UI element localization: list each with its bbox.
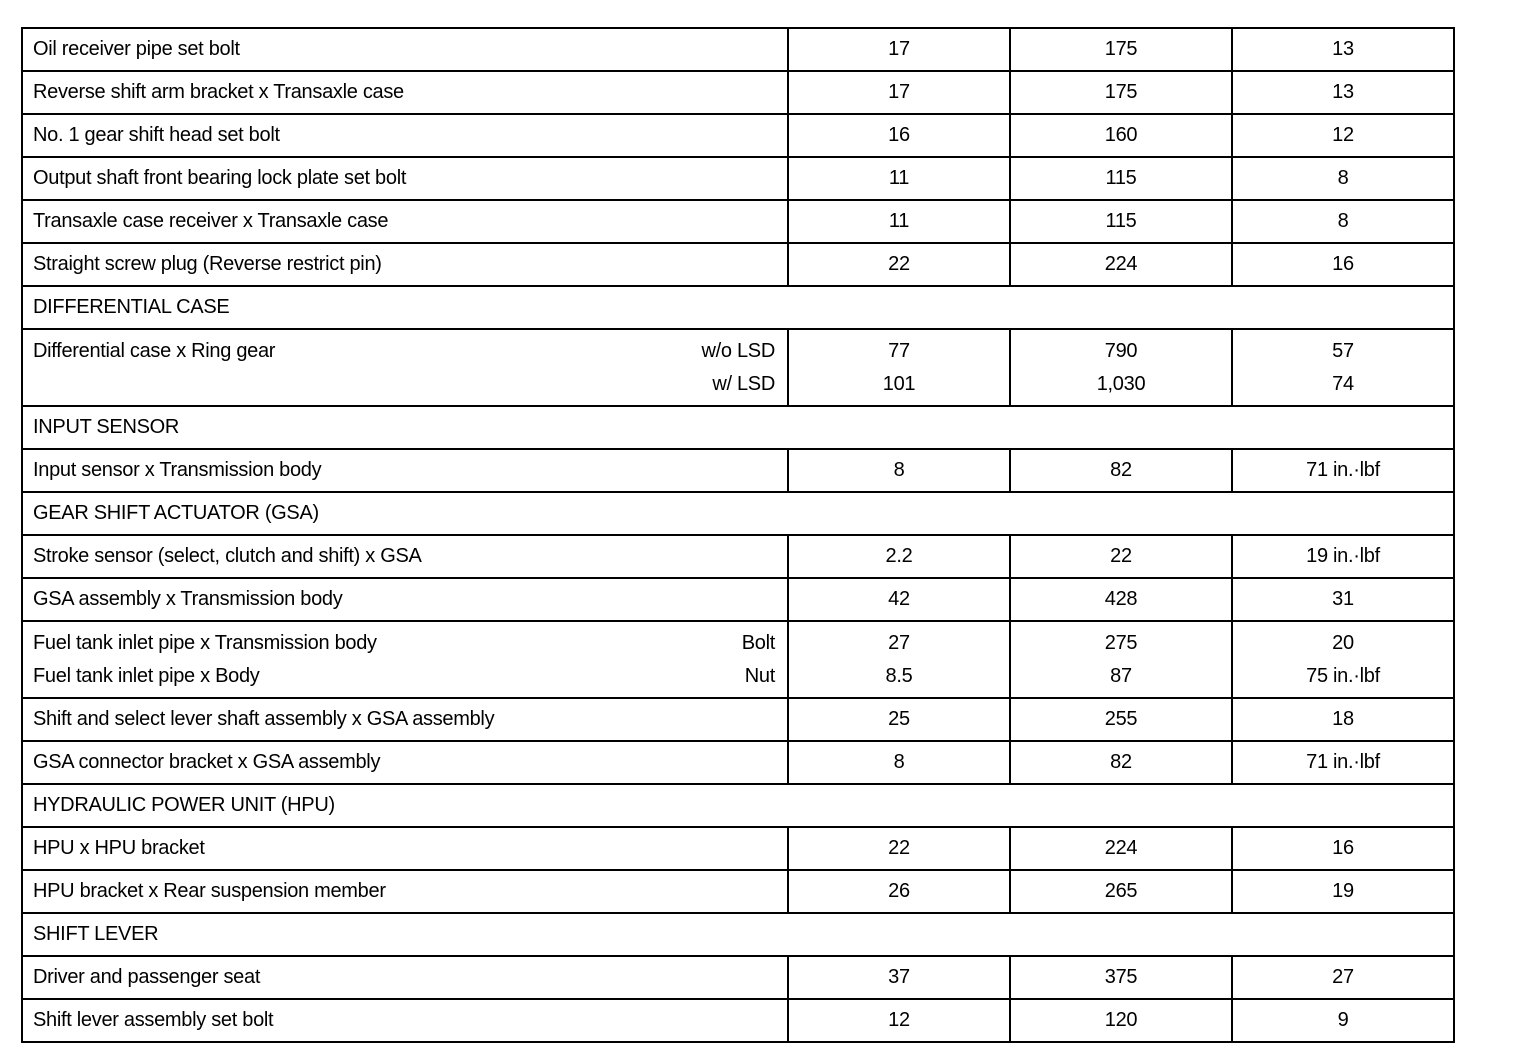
value-cell-2: 175 (1010, 71, 1232, 114)
value-line: 790 (1104, 339, 1138, 362)
table-row (22, 621, 1454, 698)
table-row (22, 200, 1454, 243)
value-cell-3: 31 (1232, 578, 1454, 621)
value-cell-3 (1232, 621, 1454, 698)
table-row (22, 827, 1454, 870)
part-name-cell: Oil receiver pipe set bolt (22, 28, 788, 71)
value-line: 275 (1104, 631, 1138, 654)
part-qualifier: Bolt (741, 631, 775, 654)
value-line: 1,030 (1096, 372, 1146, 395)
value-cell-3: 13 (1232, 71, 1454, 114)
part-name-cell: Stroke sensor (select, clutch and shift) x GSA (22, 535, 788, 578)
value-line: 101 (882, 372, 916, 395)
part-name: Fuel tank inlet pipe x Transmission body (33, 631, 377, 654)
value-cell-1: 11 (788, 200, 1010, 243)
value-cell-2: 82 (1010, 449, 1232, 492)
value-cell-1: 22 (788, 827, 1010, 870)
part-name-line (33, 660, 777, 693)
torque-spec-table (21, 27, 1455, 1043)
part-qualifier: w/ LSD (712, 372, 775, 395)
value-cell-3: 19 (1232, 870, 1454, 913)
value-cell-1 (788, 329, 1010, 406)
value-cell-2: 224 (1010, 243, 1232, 286)
part-name-cell: HPU x HPU bracket (22, 827, 788, 870)
value-cell-2: 255 (1010, 698, 1232, 741)
table-row (22, 71, 1454, 114)
part-name-cell (22, 621, 788, 698)
value-cell-1: 17 (788, 28, 1010, 71)
value-cell-3: 19 in.·lbf (1232, 535, 1454, 578)
part-name: Differential case x Ring gear (33, 339, 276, 362)
part-name-line (33, 335, 777, 368)
part-name-cell: Straight screw plug (Reverse restrict pin) (22, 243, 788, 286)
value-line: 27 (888, 631, 910, 654)
table-row (22, 578, 1454, 621)
part-name-line (33, 368, 777, 401)
value-cell-1: 16 (788, 114, 1010, 157)
torque-spec-body (22, 28, 1454, 1042)
value-cell-1: 25 (788, 698, 1010, 741)
section-row (22, 784, 1454, 827)
section-heading: INPUT SENSOR (22, 406, 1454, 449)
section-row (22, 913, 1454, 956)
table-row (22, 698, 1454, 741)
table-row (22, 956, 1454, 999)
value-cell-2: 22 (1010, 535, 1232, 578)
table-row (22, 329, 1454, 406)
section-heading: GEAR SHIFT ACTUATOR (GSA) (22, 492, 1454, 535)
part-name-cell: HPU bracket x Rear suspension member (22, 870, 788, 913)
table-row (22, 243, 1454, 286)
value-cell-3: 12 (1232, 114, 1454, 157)
value-line: 20 (1332, 631, 1354, 654)
value-cell-1: 17 (788, 71, 1010, 114)
table-row (22, 535, 1454, 578)
part-name-cell: No. 1 gear shift head set bolt (22, 114, 788, 157)
table-row (22, 870, 1454, 913)
value-cell-2: 160 (1010, 114, 1232, 157)
value-cell-3: 16 (1232, 243, 1454, 286)
part-name: Fuel tank inlet pipe x Body (33, 664, 260, 687)
table-row (22, 741, 1454, 784)
value-cell-1: 11 (788, 157, 1010, 200)
part-name-cell (22, 329, 788, 406)
part-qualifier: Nut (744, 664, 775, 687)
part-qualifier: w/o LSD (701, 339, 775, 362)
part-name-cell: Reverse shift arm bracket x Transaxle case (22, 71, 788, 114)
part-name (33, 373, 38, 395)
table-row (22, 28, 1454, 71)
value-cell-1: 8 (788, 741, 1010, 784)
value-cell-2: 224 (1010, 827, 1232, 870)
part-name-cell: GSA assembly x Transmission body (22, 578, 788, 621)
table-row (22, 449, 1454, 492)
value-cell-2: 265 (1010, 870, 1232, 913)
value-cell-2: 82 (1010, 741, 1232, 784)
value-cell-1: 22 (788, 243, 1010, 286)
value-cell-2: 428 (1010, 578, 1232, 621)
part-name-cell: Transaxle case receiver x Transaxle case (22, 200, 788, 243)
value-cell-3: 8 (1232, 157, 1454, 200)
value-cell-1: 26 (788, 870, 1010, 913)
value-cell-2: 115 (1010, 157, 1232, 200)
value-cell-3: 27 (1232, 956, 1454, 999)
section-row (22, 406, 1454, 449)
table-row (22, 999, 1454, 1042)
part-name-cell: GSA connector bracket x GSA assembly (22, 741, 788, 784)
part-name-cell: Driver and passenger seat (22, 956, 788, 999)
value-cell-2 (1010, 621, 1232, 698)
value-cell-1: 8 (788, 449, 1010, 492)
value-cell-2: 120 (1010, 999, 1232, 1042)
value-cell-3: 8 (1232, 200, 1454, 243)
table-row (22, 157, 1454, 200)
value-cell-3: 13 (1232, 28, 1454, 71)
value-line: 57 (1332, 339, 1354, 362)
value-line: 74 (1332, 372, 1354, 395)
value-cell-3: 9 (1232, 999, 1454, 1042)
section-row (22, 286, 1454, 329)
part-name-cell: Shift lever assembly set bolt (22, 999, 788, 1042)
section-heading: HYDRAULIC POWER UNIT (HPU) (22, 784, 1454, 827)
part-name-cell: Output shaft front bearing lock plate set bolt (22, 157, 788, 200)
value-cell-3: 18 (1232, 698, 1454, 741)
value-line: 87 (1110, 664, 1132, 687)
value-cell-2 (1010, 329, 1232, 406)
value-cell-2: 115 (1010, 200, 1232, 243)
value-cell-3: 71 in.·lbf (1232, 449, 1454, 492)
table-row (22, 114, 1454, 157)
section-heading: SHIFT LEVER (22, 913, 1454, 956)
value-cell-1 (788, 621, 1010, 698)
value-line: 8.5 (885, 664, 913, 687)
part-name-cell: Shift and select lever shaft assembly x GSA assembly (22, 698, 788, 741)
part-name-cell: Input sensor x Transmission body (22, 449, 788, 492)
value-cell-1: 2.2 (788, 535, 1010, 578)
value-cell-1: 37 (788, 956, 1010, 999)
value-cell-2: 375 (1010, 956, 1232, 999)
value-cell-3 (1232, 329, 1454, 406)
value-cell-2: 175 (1010, 28, 1232, 71)
value-cell-1: 42 (788, 578, 1010, 621)
value-cell-1: 12 (788, 999, 1010, 1042)
value-line: 77 (888, 339, 910, 362)
section-heading: DIFFERENTIAL CASE (22, 286, 1454, 329)
value-line: 75 in.·lbf (1306, 664, 1380, 687)
value-cell-3: 16 (1232, 827, 1454, 870)
part-name-line (33, 627, 777, 660)
section-row (22, 492, 1454, 535)
value-cell-3: 71 in.·lbf (1232, 741, 1454, 784)
